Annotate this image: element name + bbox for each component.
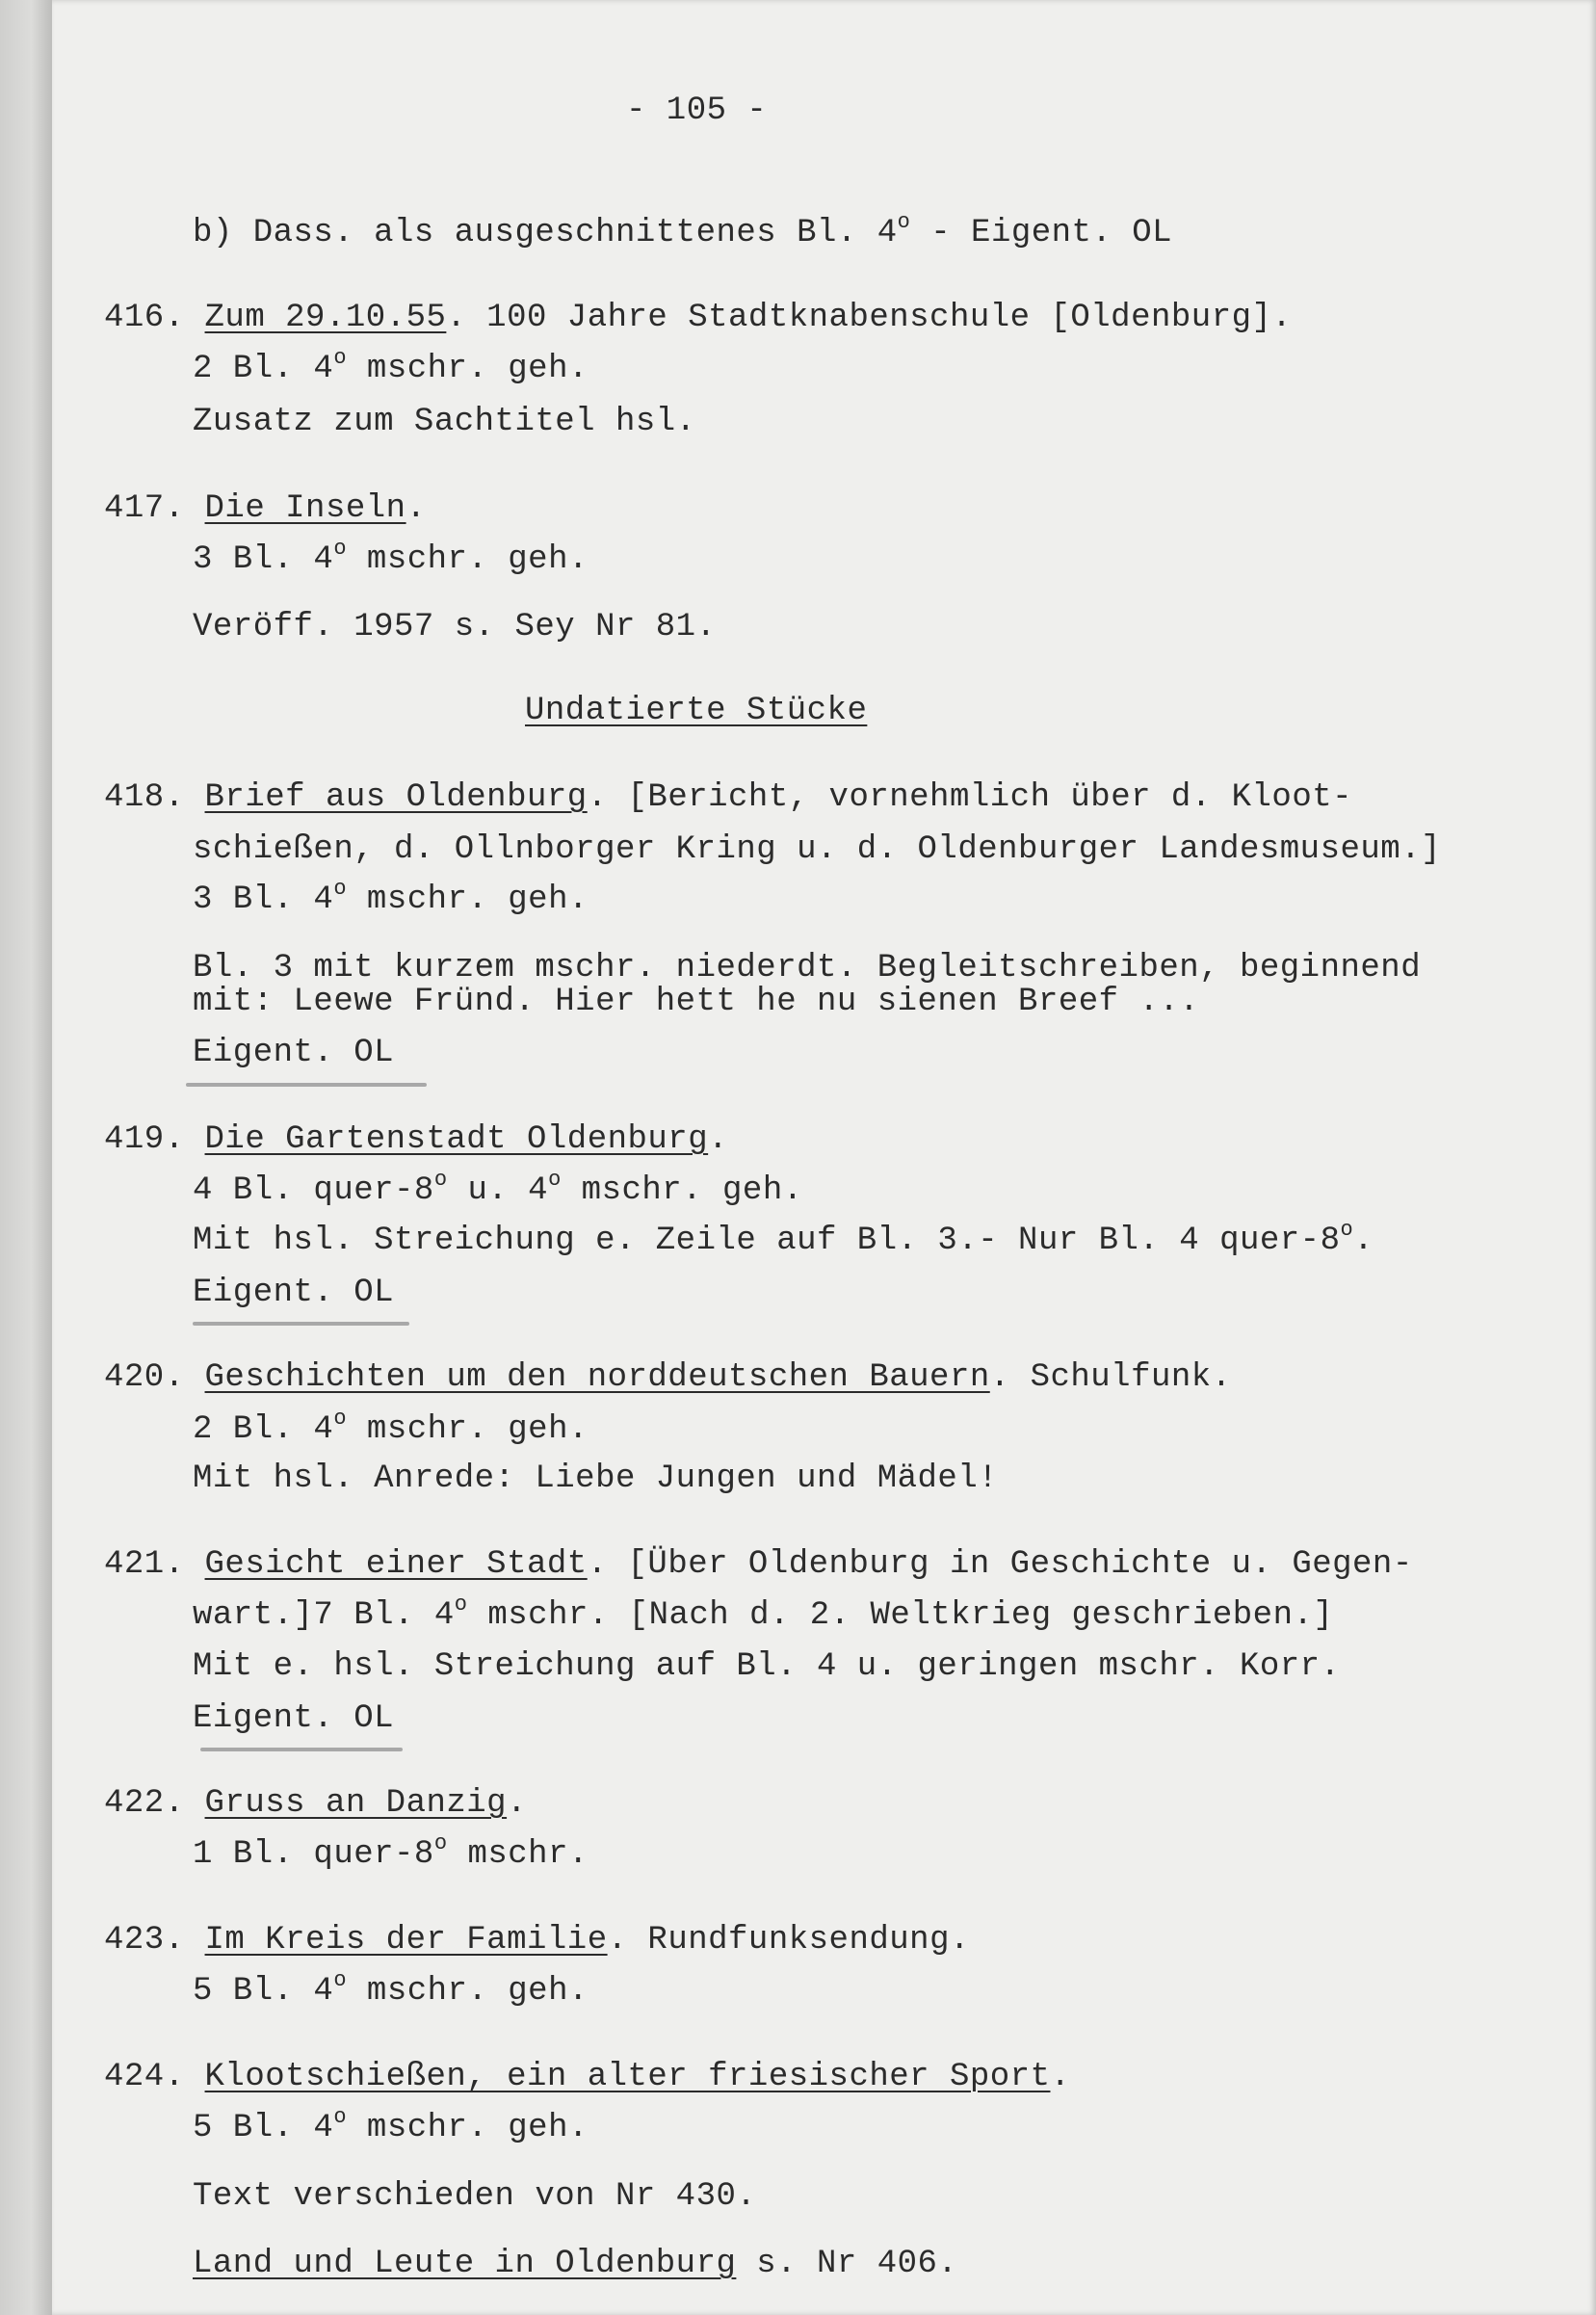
entry-418-line-5: mit: Leewe Fründ. Hier hett he nu sienen Breef ... [193, 984, 1200, 1020]
page-number: - 105 - [626, 92, 768, 129]
pencil-mark [186, 1083, 427, 1087]
entry-421-line-3: Mit e. hsl. Streichung auf Bl. 4 u. geringen mschr. Korr. [193, 1648, 1341, 1685]
page-edge [0, 0, 52, 2315]
entry-title: Zum 29.10.55 [204, 300, 447, 336]
entry-number: 421. [104, 1546, 185, 1583]
cross-reference-title: Land und Leute in Oldenburg [193, 2246, 737, 2282]
entry-417-line-3: Veröff. 1957 s. Sey Nr 81. [193, 609, 717, 645]
entry-422-line-2: 1 Bl. quer-8$^o$ mschr. [193, 1831, 589, 1873]
entry-number: 418. [104, 779, 185, 816]
entry-title: Brief aus Oldenburg [204, 779, 588, 816]
entry-417-line-2: 3 Bl. 4$^o$ mschr. geh. [193, 537, 589, 578]
entry-title: Gruss an Danzig [204, 1785, 508, 1822]
entry-title: Klootschießen, ein alter friesischer Sport [204, 2059, 1051, 2095]
entry-418-line-4: Bl. 3 mit kurzem mschr. niederdt. Begleitschreiben, beginnend [193, 950, 1422, 987]
entry-423-title-line: 423. Im Kreis der Familie. Rundfunksendung. [104, 1922, 970, 1959]
entry-418-line-2: schießen, d. Ollnborger Kring u. d. Oldenburger Landesmuseum.] [193, 831, 1442, 868]
line-b: b) Dass. als ausgeschnittenes Bl. 4$^o$ - Eigent. OL [193, 210, 1173, 251]
entry-416-line-2: 2 Bl. 4$^o$ mschr. geh. [193, 346, 589, 387]
entry-418-line-3: 3 Bl. 4$^o$ mschr. geh. [193, 877, 589, 918]
entry-422-title-line: 422. Gruss an Danzig. [104, 1785, 527, 1822]
entry-419-owner: Eigent. OL [193, 1275, 395, 1311]
entry-424-line-2: 5 Bl. 4$^o$ mschr. geh. [193, 2105, 589, 2146]
entry-number: 417. [104, 490, 185, 527]
entry-419-line-3: Mit hsl. Streichung e. Zeile auf Bl. 3.- Nur Bl. 4 quer-8$^o$. [193, 1218, 1374, 1259]
entry-421-owner: Eigent. OL [193, 1700, 395, 1737]
entry-number: 419. [104, 1121, 185, 1158]
entry-420-line-2: 2 Bl. 4$^o$ mschr. geh. [193, 1407, 589, 1448]
entry-419-title-line: 419. Die Gartenstadt Oldenburg. [104, 1121, 729, 1158]
entry-424-line-4: Land und Leute in Oldenburg s. Nr 406. [193, 2246, 958, 2282]
entry-421-title-line: 421. Gesicht einer Stadt. [Über Oldenburg in Geschichte u. Gegen- [104, 1546, 1413, 1583]
entry-number: 422. [104, 1785, 185, 1822]
entry-418-owner: Eigent. OL [193, 1035, 395, 1071]
entry-418-title-line: 418. Brief aus Oldenburg. [Bericht, vornehmlich über d. Kloot- [104, 779, 1353, 816]
section-heading: Undatierte Stücke [525, 693, 868, 729]
entry-title: Im Kreis der Familie [204, 1922, 608, 1959]
entry-title: Gesicht einer Stadt [204, 1546, 588, 1583]
entry-416-title-line: 416. Zum 29.10.55. 100 Jahre Stadtknabenschule [Oldenburg]. [104, 300, 1293, 336]
entry-number: 416. [104, 300, 185, 336]
entry-title: Die Inseln [204, 490, 406, 527]
entry-420-line-3: Mit hsl. Anrede: Liebe Jungen und Mädel! [193, 1460, 999, 1497]
entry-title: Geschichten um den norddeutschen Bauern [204, 1359, 990, 1396]
entry-number: 420. [104, 1359, 185, 1396]
entry-423-line-2: 5 Bl. 4$^o$ mschr. geh. [193, 1968, 589, 2010]
entry-420-title-line: 420. Geschichten um den norddeutschen Bauern. Schulfunk. [104, 1359, 1232, 1396]
entry-419-line-2: 4 Bl. quer-8$^o$ u. 4$^o$ mschr. geh. [193, 1168, 803, 1209]
entry-416-line-3: Zusatz zum Sachtitel hsl. [193, 404, 696, 440]
entry-title: Die Gartenstadt Oldenburg [204, 1121, 709, 1158]
pencil-mark [193, 1322, 409, 1326]
entry-424-title-line: 424. Klootschießen, ein alter friesischer Sport. [104, 2059, 1071, 2095]
entry-417-title-line: 417. Die Inseln. [104, 490, 427, 527]
pencil-mark [200, 1748, 403, 1751]
entry-424-line-3: Text verschieden von Nr 430. [193, 2178, 757, 2215]
entry-421-line-2: wart.]7 Bl. 4$^o$ mschr. [Nach d. 2. Weltkrieg geschrieben.] [193, 1592, 1334, 1634]
entry-number: 424. [104, 2059, 185, 2095]
entry-number: 423. [104, 1922, 185, 1959]
